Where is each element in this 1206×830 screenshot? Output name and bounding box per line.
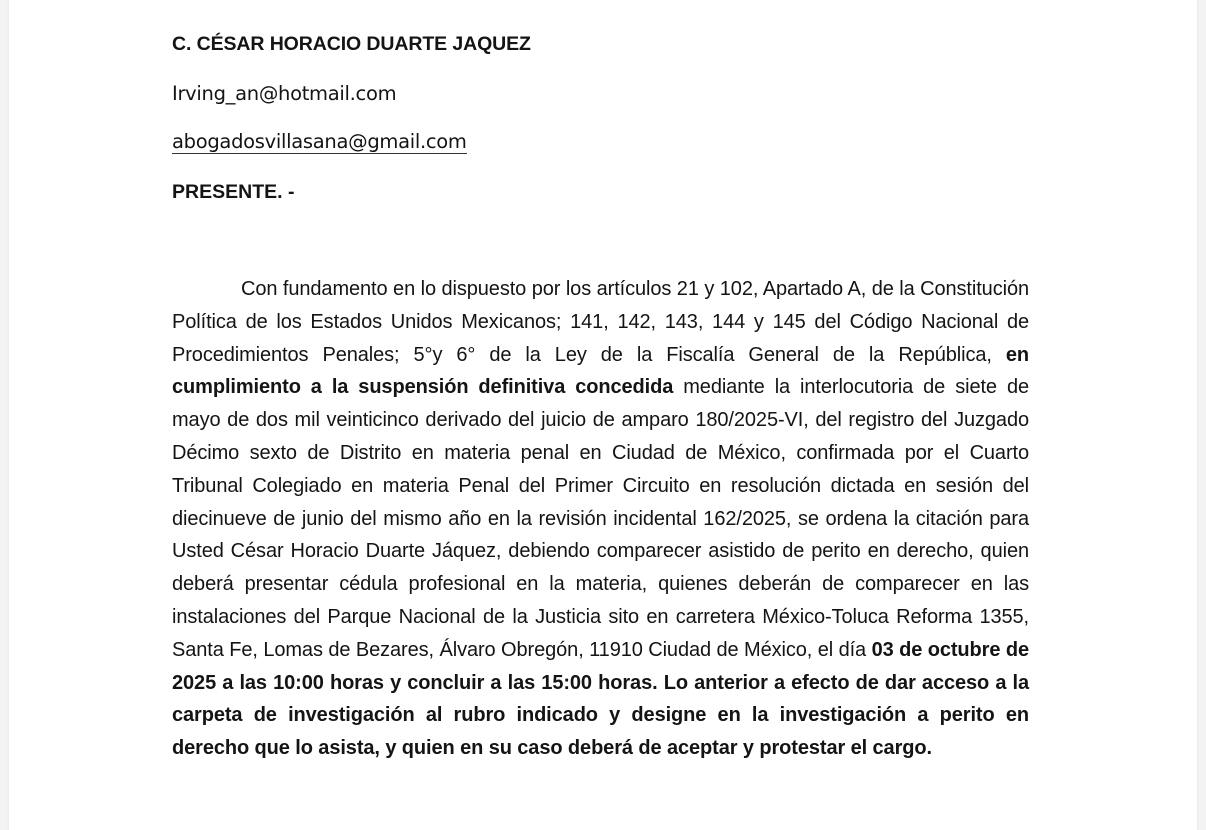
body-bold-suspension: en cumplimiento a la suspensión definitiva concedida: [172, 343, 1029, 399]
body-text-part-2: mediante la interlocutoria de siete de mayo de dos mil veinticinco derivado del juicio de amparo 180/2025-VI, del registro del Juzgado Décimo sexto de Distrito en materia penal en Ciudad de México, confirmada por el Cuarto Tribunal Colegiado en materia Penal del Primer Circuito en resolución dictada en sesión del diecinueve de junio del mismo año en la revisión incidental 162/2025, se ordena la citación para Usted César Horacio Duarte Jáquez, debiendo comparecer asistido de perito en derecho, quien deberá presentar cédula profesional en la materia, quienes deberán de comparecer en las instalaciones del Parque Nacional de la Justicia sito en carretera México-Toluca Reforma 1355, Santa Fe, Lomas de Bezares, Álvaro Obregón, 11910 Ciudad de México, el día: [172, 376, 1029, 661]
addressee-name: C. CÉSAR HORACIO DUARTE JAQUEZ: [172, 33, 531, 55]
body-paragraph: [172, 273, 1029, 765]
email-address-2: [172, 130, 467, 153]
document-page: [9, 0, 1197, 830]
email-address-2-text: abogadosvillasana@gmail.com: [172, 130, 467, 153]
body-bold-appointment: 03 de octubre de 2025 a las 10:00 horas y concluir a las 15:00 horas. Lo anterior a efecto de dar acceso a la carpeta de investigación al rubro indicado y designe en la investigación a perito en derecho que lo asista, y quien en su caso deberá de aceptar y protestar el cargo.: [172, 638, 1029, 760]
email-address-1: Irving_an@hotmail.com: [172, 82, 397, 105]
body-text-part-1: Con fundamento en lo dispuesto por los artículos 21 y 102, Apartado A, de la Constitución Política de los Estados Unidos Mexicanos; 141, 142, 143, 144 y 145 del Código Nacional de Procedimientos Penales; 5°y 6° de la Ley de la Fiscalía General de la República,: [172, 278, 1029, 366]
salutation: PRESENTE. -: [172, 181, 295, 203]
